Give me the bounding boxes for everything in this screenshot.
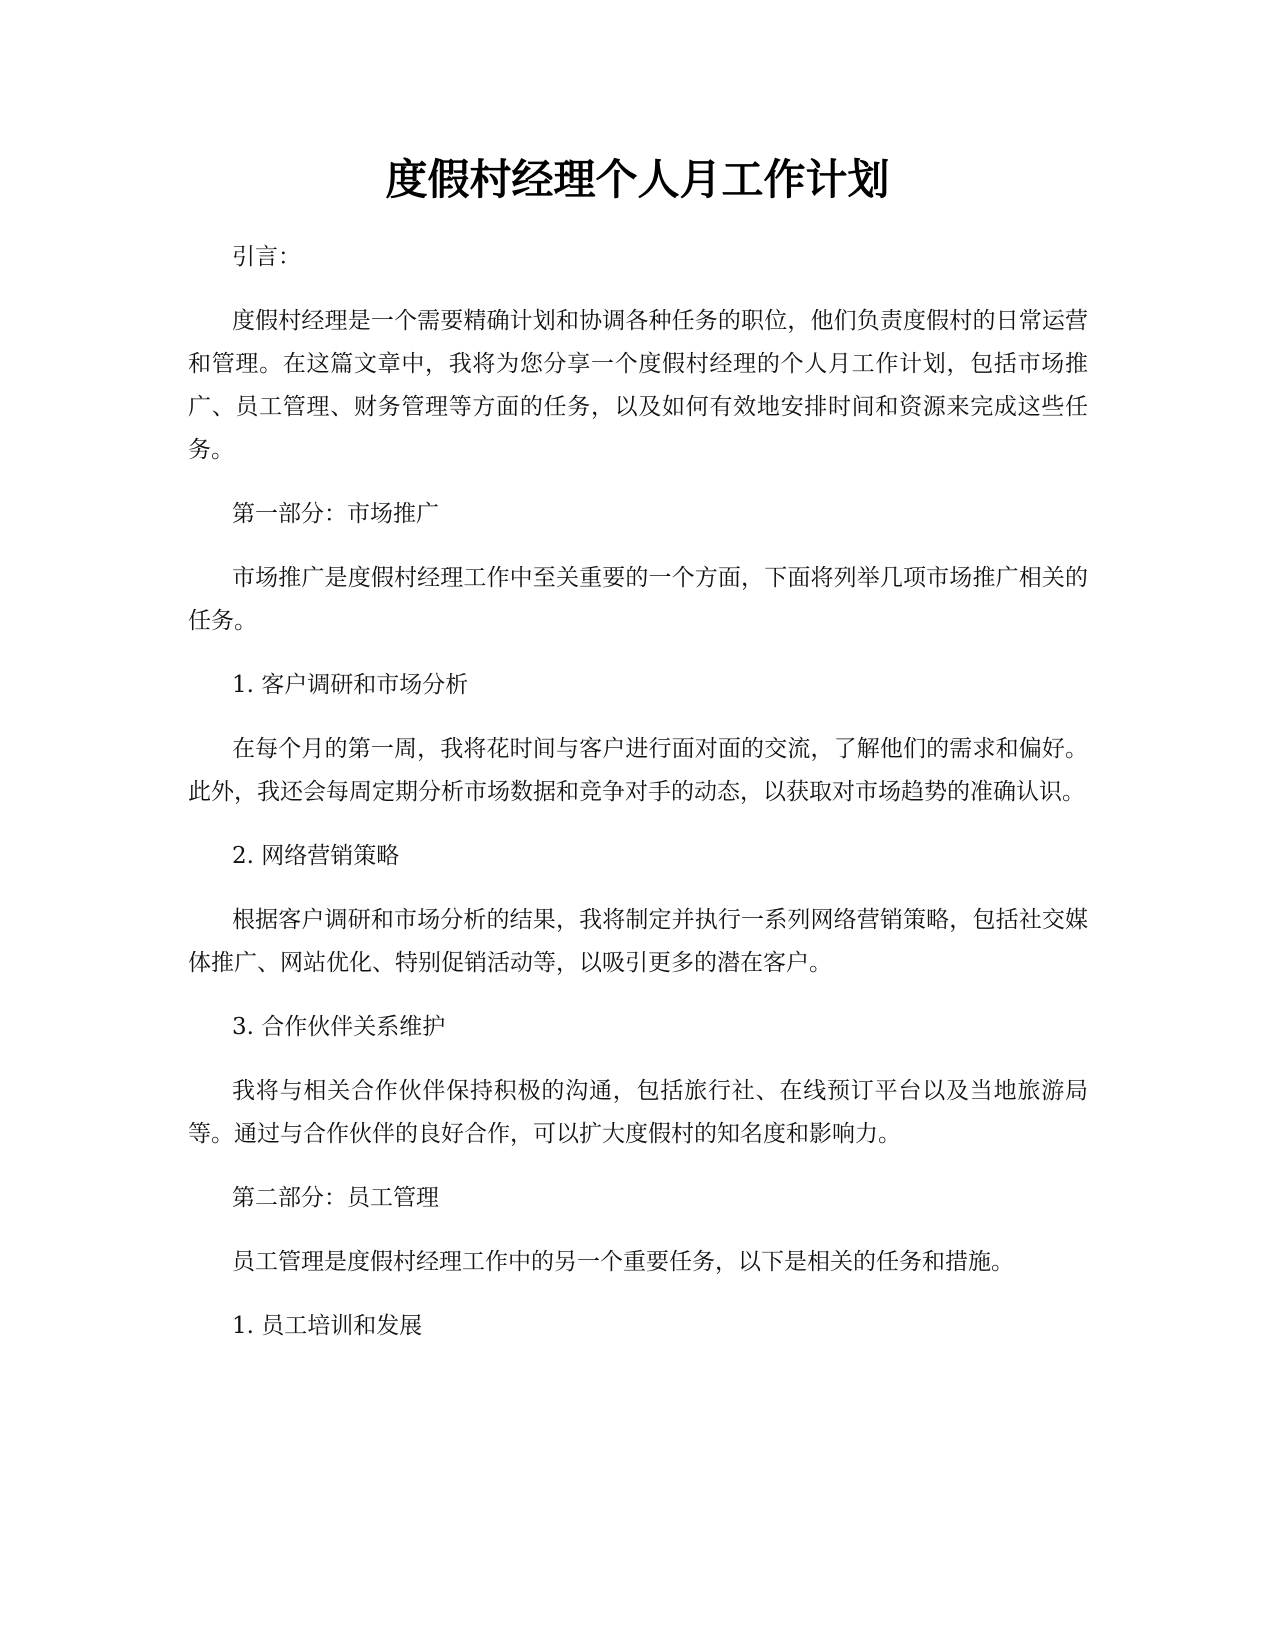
marketing-item-3-heading: 3. 合作伙伴关系维护	[232, 1014, 446, 1040]
marketing-item-2-heading: 2. 网络营销策略	[232, 843, 400, 869]
marketing-intro-paragraph: 市场推广是度假村经理工作中至关重要的一个方面，下面将列举几项市场推广相关的任务。	[188, 565, 1088, 634]
staff-item-1-heading: 1. 员工培训和发展	[232, 1313, 423, 1339]
marketing-item-1-paragraph: 在每个月的第一周，我将花时间与客户进行面对面的交流，了解他们的需求和偏好。此外，我还会每周定期分析市场数据和竞争对手的动态，以获取对市场趋势的准确认识。	[188, 736, 1088, 805]
section-heading-staff: 第二部分：员工管理	[232, 1185, 439, 1211]
marketing-item-1-heading: 1. 客户调研和市场分析	[232, 672, 469, 698]
document-title: 度假村经理个人月工作计划	[385, 155, 890, 204]
intro-label: 引言：	[232, 244, 301, 270]
document-body	[188, 236, 1088, 1369]
marketing-item-3-paragraph: 我将与相关合作伙伴保持积极的沟通，包括旅行社、在线预订平台以及当地旅游局等。通过与合作伙伴的良好合作，可以扩大度假村的知名度和影响力。	[188, 1078, 1088, 1147]
section-heading-marketing: 第一部分：市场推广	[232, 501, 439, 527]
staff-intro-paragraph: 员工管理是度假村经理工作中的另一个重要任务，以下是相关的任务和措施。	[232, 1249, 1014, 1275]
marketing-item-2-paragraph: 根据客户调研和市场分析的结果，我将制定并执行一系列网络营销策略，包括社交媒体推广、网站优化、特别促销活动等，以吸引更多的潜在客户。	[188, 907, 1088, 976]
intro-paragraph: 度假村经理是一个需要精确计划和协调各种任务的职位，他们负责度假村的日常运营和管理。在这篇文章中，我将为您分享一个度假村经理的个人月工作计划，包括市场推广、员工管理、财务管理等方面的任务，以及如何有效地安排时间和资源来完成这些任务。	[188, 308, 1088, 463]
